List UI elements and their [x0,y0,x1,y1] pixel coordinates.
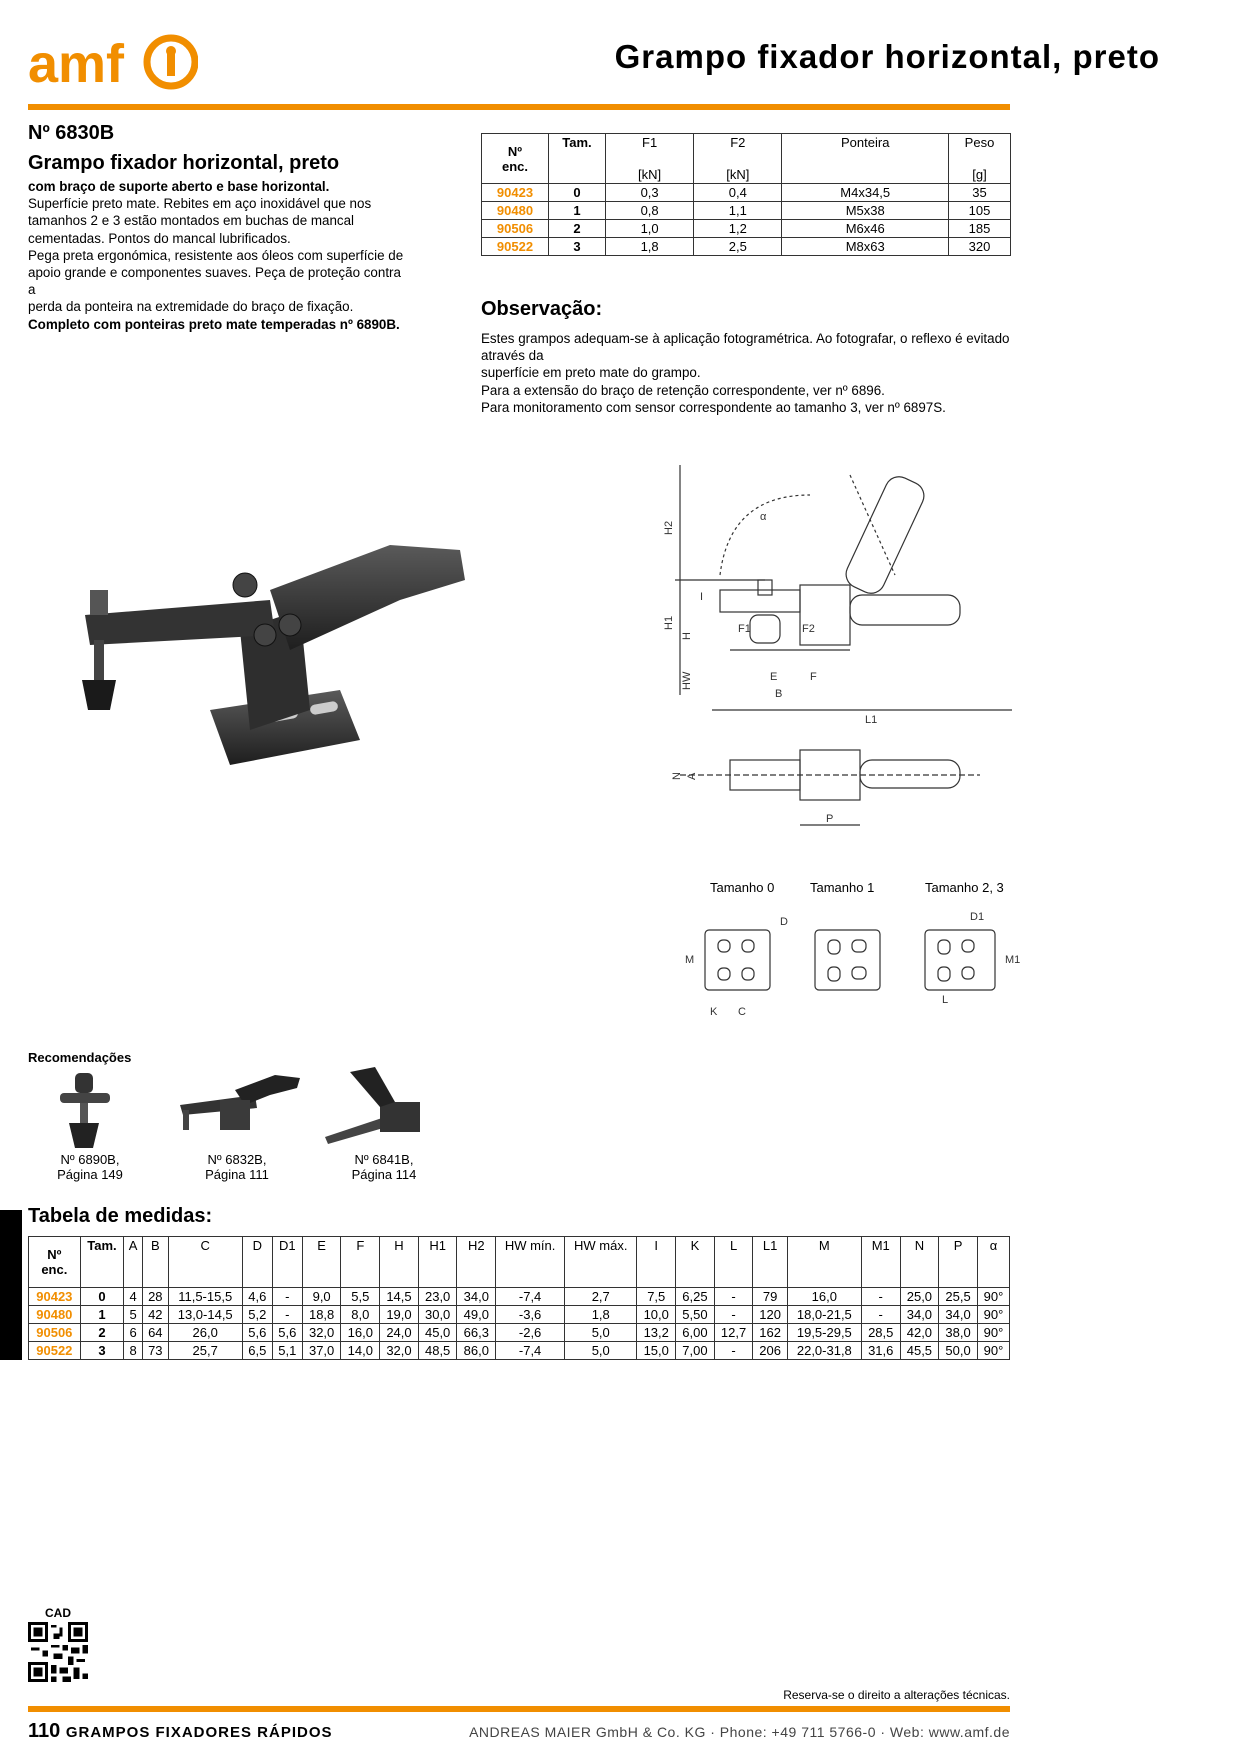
cell: 19,5-29,5 [787,1324,861,1342]
cell: 0,8 [606,202,694,220]
footer-note: Reserva-se o direito a alterações técnicas. [783,1688,1010,1702]
dim-header: H1 [418,1237,457,1288]
cell: 13,2 [637,1324,676,1342]
dim-label: C [738,1006,746,1018]
spec-table [481,133,1011,256]
order-number[interactable]: 90423 [29,1288,81,1306]
table-row [29,1342,1010,1360]
side-tab-marker [0,1210,22,1360]
cell: 7,00 [676,1342,715,1360]
cell: 5,5 [341,1288,380,1306]
cell: 13,0-14,5 [168,1306,242,1324]
cell: 6,00 [676,1324,715,1342]
dim-header: L [714,1237,753,1288]
dim-label: B [775,688,783,700]
recommendation-page: Página 111 [205,1167,269,1182]
dim-label: L1 [865,714,878,726]
cell: 0 [549,184,606,202]
dim-table-body [29,1288,1010,1360]
cell: 6,5 [242,1342,272,1360]
recommendation-item[interactable] [40,1152,140,1182]
size-label-0: Tamanho 0 [710,880,775,895]
spec-header-f2: F2 [694,134,782,152]
cell: 9,0 [302,1288,341,1306]
cell: 25,0 [900,1288,939,1306]
recommendation-ref: Nº 6841B, [354,1152,414,1167]
cell: 34,0 [457,1288,496,1306]
dim-header: M [787,1237,861,1288]
cell: 15,0 [637,1342,676,1360]
cad-label: CAD [45,1606,71,1620]
desc-line: Superfície preto mate. Rebites em aço inoxidável que nos [28,196,372,212]
dim-label: E [770,671,778,683]
cell: 1,8 [606,238,694,256]
dim-label: I [700,591,704,603]
recommendation-image-6890b [55,1068,115,1153]
dim-header-row [29,1237,1010,1288]
desc-bold: com braço de suporte aberto e base horizontal. [28,179,330,194]
dim-label: M [685,954,695,966]
spec-header-f1: F1 [606,134,694,152]
cell: - [272,1306,302,1324]
table-row [29,1306,1010,1324]
cell: 4,6 [242,1288,272,1306]
cell: 42,0 [900,1324,939,1342]
dim-header: HW mín. [496,1237,565,1288]
dim-header: α [977,1237,1009,1288]
observation-text [481,330,1021,416]
cell: -2,6 [496,1324,565,1342]
header-rule [28,104,1010,110]
dim-header: F [341,1237,380,1288]
cell: 8 [124,1342,143,1360]
cell: -3,6 [496,1306,565,1324]
cell: - [714,1288,753,1306]
dim-header: D [242,1237,272,1288]
cell: 35 [949,184,1011,202]
cell: 49,0 [457,1306,496,1324]
dim-header: B [142,1237,168,1288]
dim-header: M1 [861,1237,900,1288]
cell: 16,0 [341,1324,380,1342]
size-views-drawing [670,895,1020,1025]
cell: 73 [142,1342,168,1360]
dim-table [28,1236,1010,1360]
cell: 28 [142,1288,168,1306]
cell: 0 [80,1288,124,1306]
cell: 18,0-21,5 [787,1306,861,1324]
cell: 34,0 [900,1306,939,1324]
cell: 185 [949,220,1011,238]
cell: - [714,1306,753,1324]
desc-line: apoio grande e componentes suaves. Peça de proteção contra a [28,265,401,298]
dim-header: N [900,1237,939,1288]
cell: 14,0 [341,1342,380,1360]
desc-line: cementadas. Pontos do mancal lubrificados. [28,230,291,246]
cell: 25,7 [168,1342,242,1360]
dim-header: Tam. [80,1237,124,1288]
recommendation-image-6841b [320,1062,440,1147]
cell: 12,7 [714,1324,753,1342]
cell: 5,2 [242,1306,272,1324]
dim-header: A [124,1237,143,1288]
cell: 31,6 [861,1342,900,1360]
product-name: Grampo fixador horizontal, preto [28,152,340,174]
cell: 90° [977,1306,1009,1324]
cell: - [272,1288,302,1306]
dim-label: α [760,511,767,523]
cell: 5,0 [565,1342,637,1360]
recommendation-ref: Nº 6832B, [207,1152,267,1167]
recommendation-page: Página 114 [351,1167,417,1182]
cell: 4 [124,1288,143,1306]
dim-label: H [681,632,693,640]
spec-header-ponteira: Ponteira [782,134,949,184]
cell: 5 [124,1306,143,1324]
cell: 3 [549,238,606,256]
desc-line: Pega preta ergonómica, resistente aos óleos com superfície de [28,247,404,263]
logo-text: amf [28,34,125,94]
dim-label: M1 [1005,954,1020,966]
spec-header-peso: Peso [949,134,1011,152]
cell: 6 [124,1324,143,1342]
cell: 6,25 [676,1288,715,1306]
observation-line: superfície em preto mate do grampo. [481,365,701,381]
cell: 48,5 [418,1342,457,1360]
order-number[interactable]: 90522 [482,238,549,256]
dim-header: I [637,1237,676,1288]
desc-line: tamanhos 2 e 3 estão montados em buchas de mancal [28,213,355,229]
dim-header: H [380,1237,419,1288]
cell: 5,6 [242,1324,272,1342]
dim-label: F2 [802,623,815,635]
cell: 320 [949,238,1011,256]
observation-line: Para a extensão do braço de retenção correspondente, ver nº 6896. [481,382,885,398]
cell: 3 [80,1342,124,1360]
cell: 66,3 [457,1324,496,1342]
dim-label: L [942,994,949,1006]
order-number[interactable]: 90506 [482,220,549,238]
cell: 2 [549,220,606,238]
cell: 50,0 [939,1342,978,1360]
cell: 1 [80,1306,124,1324]
size-label-2-3: Tamanho 2, 3 [925,880,1004,895]
dim-header: D1 [272,1237,302,1288]
cell: 10,0 [637,1306,676,1324]
cell: 32,0 [380,1342,419,1360]
recommendation-item[interactable] [187,1152,287,1182]
cell: 38,0 [939,1324,978,1342]
amf-logo-graphic [28,34,198,94]
dim-label: D [780,916,788,928]
cell: 23,0 [418,1288,457,1306]
spec-unit-peso: [g] [949,151,1011,184]
cell: M5x38 [782,202,949,220]
cell: 28,5 [861,1324,900,1342]
cell: 26,0 [168,1324,242,1342]
amf-logo [28,34,198,94]
table-row [29,1324,1010,1342]
cell: 120 [753,1306,787,1324]
cell: M6x46 [782,220,949,238]
cell: 90° [977,1324,1009,1342]
dim-label: D1 [970,911,985,923]
cell: 5,6 [272,1324,302,1342]
footer-page-section [28,1720,333,1743]
dim-label: A [686,772,698,780]
cell: 105 [949,202,1011,220]
cell: 16,0 [787,1288,861,1306]
cell: 14,5 [380,1288,419,1306]
cell: 45,0 [418,1324,457,1342]
dim-label: H2 [663,520,675,535]
cell: 19,0 [380,1306,419,1324]
cell: 34,0 [939,1306,978,1324]
dim-header: K [676,1237,715,1288]
desc-line: perda da ponteira na extremidade do braço de fixação. [28,299,354,315]
observation-line: Estes grampos adequam-se à aplicação fotogramétrica. Ao fotografar, o reflexo é evitado através da [481,331,1010,364]
cell: -7,4 [496,1288,565,1306]
dim-label: F [810,671,817,683]
section-name: GRAMPOS FIXADORES RÁPIDOS [65,1724,333,1741]
table-row [482,238,1011,256]
cell: 24,0 [380,1324,419,1342]
cell: 37,0 [302,1342,341,1360]
recommendations-title: Recomendações [28,1050,132,1065]
dim-label: H1 [663,615,675,630]
cell: 1,2 [694,220,782,238]
dim-label: K [710,1006,718,1018]
dim-header: HW máx. [565,1237,637,1288]
cell: 8,0 [341,1306,380,1324]
cell: 1 [549,202,606,220]
cell: 1,8 [565,1306,637,1324]
dim-header: H2 [457,1237,496,1288]
cell: 1,1 [694,202,782,220]
cell: 90° [977,1288,1009,1306]
observation-title: Observação: [481,298,603,320]
desc-bold-end: Completo com ponteiras preto mate temperadas nº 6890B. [28,316,400,332]
cell: 2,5 [694,238,782,256]
dim-header: C [168,1237,242,1288]
page-title: Grampo fixador horizontal, preto [614,38,1160,75]
size-label-1: Tamanho 1 [810,880,875,895]
footer-rule [28,1706,1010,1712]
qr-code-icon[interactable] [28,1622,88,1682]
cell: 18,8 [302,1306,341,1324]
cell: 5,50 [676,1306,715,1324]
recommendation-ref: Nº 6890B, [60,1152,120,1167]
technical-drawing [650,455,1070,885]
spec-header-tam: Tam. [549,134,606,184]
recommendation-item[interactable] [334,1152,434,1182]
cell: 30,0 [418,1306,457,1324]
spec-unit-f2: [kN] [694,151,782,184]
cell: - [861,1288,900,1306]
dim-label: F1 [738,623,751,635]
cell: - [861,1306,900,1324]
order-number[interactable]: 90423 [482,184,549,202]
cell: M8x63 [782,238,949,256]
page-number: 110 [28,1720,61,1742]
product-number: Nº 6830B [28,122,115,144]
dim-table-title: Tabela de medidas: [28,1205,213,1227]
cell: 90° [977,1342,1009,1360]
cell: 32,0 [302,1324,341,1342]
cell: - [714,1342,753,1360]
cell: 2 [80,1324,124,1342]
cell: 162 [753,1324,787,1342]
cell: 64 [142,1324,168,1342]
cell: 5,1 [272,1342,302,1360]
cell: M4x34,5 [782,184,949,202]
spec-unit-f1: [kN] [606,151,694,184]
dim-header: P [939,1237,978,1288]
dim-header: E [302,1237,341,1288]
dim-header: L1 [753,1237,787,1288]
order-number[interactable]: 90522 [29,1342,81,1360]
dim-header: Nº enc. [29,1237,81,1288]
cell: 1,0 [606,220,694,238]
observation-line: Para monitoramento com sensor correspondente ao tamanho 3, ver nº 6897S. [481,399,946,415]
order-number[interactable]: 90480 [29,1306,81,1324]
product-description [28,178,408,333]
table-row [482,184,1011,202]
cell: -7,4 [496,1342,565,1360]
cell: 86,0 [457,1342,496,1360]
cell: 22,0-31,8 [787,1342,861,1360]
cell: 0,4 [694,184,782,202]
cell: 5,0 [565,1324,637,1342]
recommendation-page: Página 149 [57,1167,123,1182]
product-photo [70,540,490,800]
cell: 42 [142,1306,168,1324]
table-row [482,202,1011,220]
spec-header-enc: Nº enc. [482,134,549,184]
cell: 7,5 [637,1288,676,1306]
recommendation-image-6832b [175,1070,305,1140]
table-row [482,220,1011,238]
dim-label: N [671,772,683,780]
spec-header-row [482,134,1011,152]
order-number[interactable]: 90480 [482,202,549,220]
cell: 11,5-15,5 [168,1288,242,1306]
cell: 2,7 [565,1288,637,1306]
cell: 45,5 [900,1342,939,1360]
cell: 0,3 [606,184,694,202]
cell: 25,5 [939,1288,978,1306]
cell: 206 [753,1342,787,1360]
order-number[interactable]: 90506 [29,1324,81,1342]
cell: 79 [753,1288,787,1306]
dim-label: HW [681,671,693,690]
footer-company: ANDREAS MAIER GmbH & Co. KG · Phone: +49 711 5766-0 · Web: www.amf.de [469,1724,1010,1740]
table-row [29,1288,1010,1306]
dim-label: P [826,813,834,825]
